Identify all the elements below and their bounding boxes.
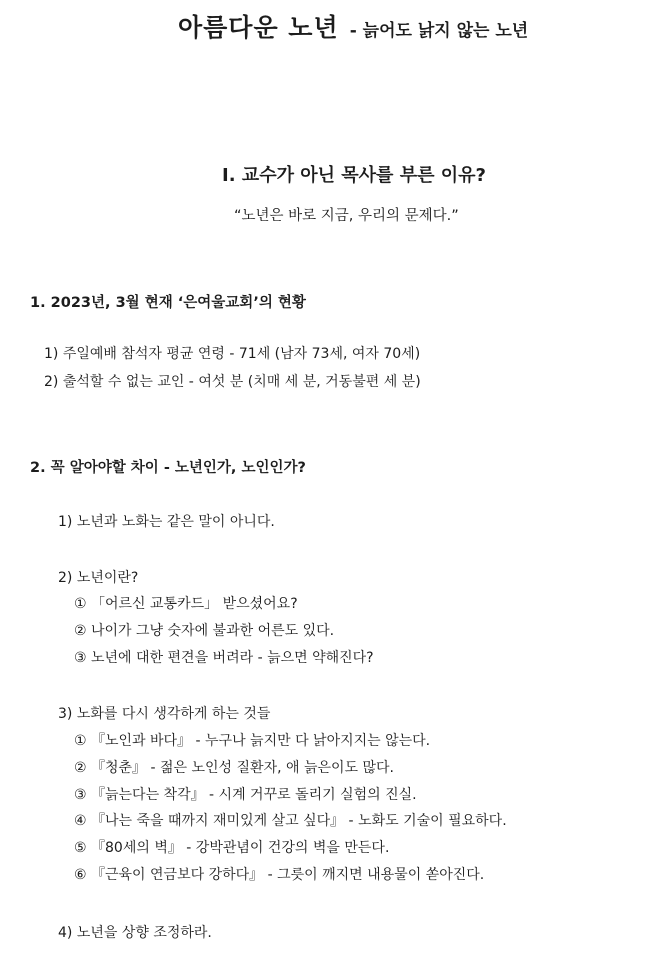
title-subtitle: - 늙어도 낡지 않는 노년: [349, 21, 529, 41]
part2-item-2-sub-3: ③ 노년에 대한 편견을 버려라 - 늙으면 약해진다?: [74, 650, 374, 666]
part2-item-3-sub-6: ⑥ 『근육이 연금보다 강하다』 - 그릇이 깨지면 내용물이 쏟아진다.: [74, 867, 485, 883]
part2-item-3-sub-1: ① 『노인과 바다』 - 누구나 늙지만 다 낡아지지는 않는다.: [74, 733, 431, 749]
part1-item-1: 1) 주일예배 참석자 평균 연령 - 71세 (남자 73세, 여자 70세): [44, 346, 421, 362]
part2-item-3-sub-3: ③ 『늙는다는 착각』 - 시계 거꾸로 돌리기 실험의 진실.: [74, 787, 417, 803]
part2-item-2-label: 2) 노년이란?: [58, 570, 139, 586]
part2-item-4: 4) 노년을 상향 조정하라.: [58, 925, 212, 941]
part1-item-2: 2) 출석할 수 없는 교인 - 여섯 분 (치매 세 분, 거동불편 세 분): [44, 374, 421, 390]
part2-heading: 2. 꼭 알아야할 차이 - 노년인가, 노인인가?: [30, 460, 306, 476]
part2-item-1: 1) 노년과 노화는 같은 말이 아니다.: [58, 514, 275, 530]
document-title: [178, 8, 528, 44]
section-heading: I. 교수가 아닌 목사를 부른 이유?: [222, 165, 486, 186]
title-main: 아름다운 노년: [178, 13, 339, 42]
section-quote: “노년은 바로 지금, 우리의 문제다.”: [234, 208, 459, 224]
part2-item-3-sub-4: ④ 『나는 죽을 때까지 재미있게 살고 싶다』 - 노화도 기술이 필요하다.: [74, 813, 507, 829]
part2-item-2-sub-1: ① 「어르신 교통카드」 받으셨어요?: [74, 596, 298, 612]
part2-item-3-sub-5: ⑤ 『80세의 벽』 - 강박관념이 건강의 벽을 만든다.: [74, 840, 390, 856]
part2-item-3-label: 3) 노화를 다시 생각하게 하는 것들: [58, 706, 271, 722]
part2-item-2-sub-2: ② 나이가 그냥 숫자에 불과한 어른도 있다.: [74, 623, 335, 639]
part1-heading: 1. 2023년, 3월 현재 ‘은여울교회’의 현황: [30, 295, 306, 311]
part2-item-3-sub-2: ② 『청춘』 - 젊은 노인성 질환자, 애 늙은이도 많다.: [74, 760, 395, 776]
